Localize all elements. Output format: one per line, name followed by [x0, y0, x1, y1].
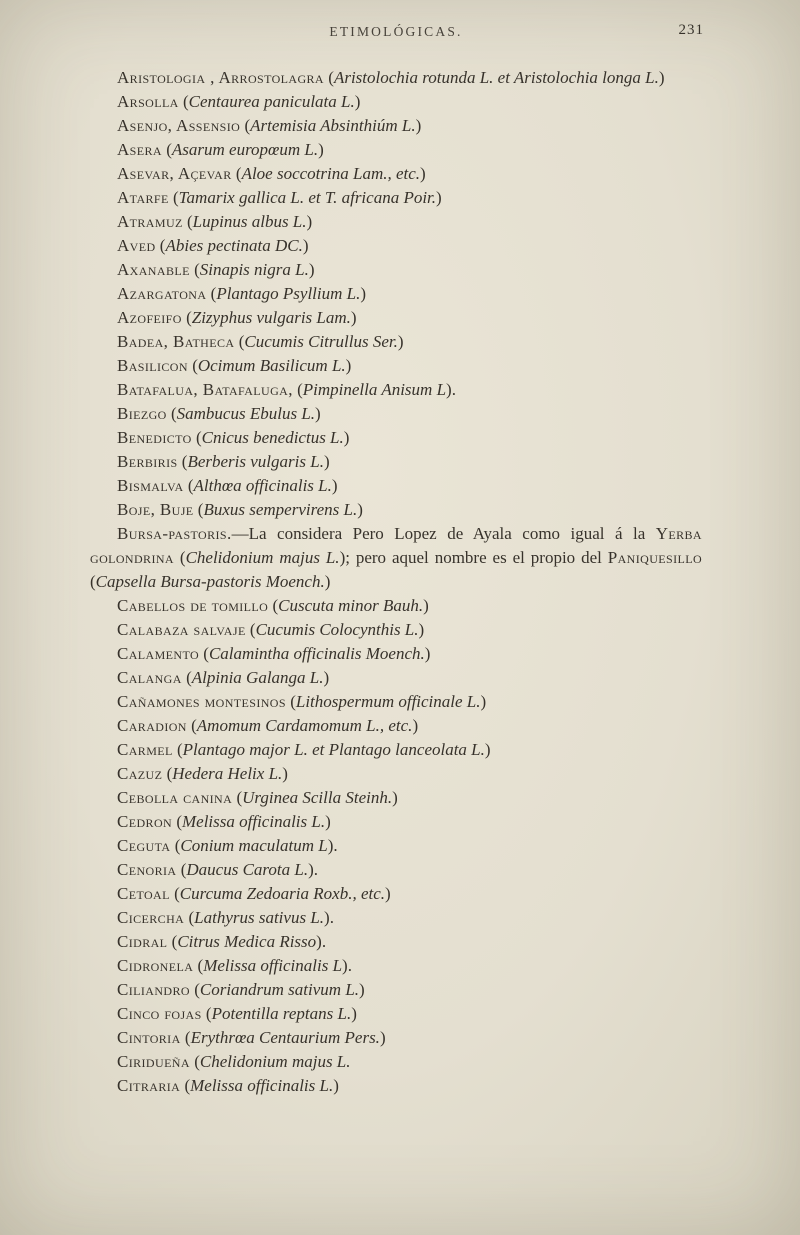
dictionary-entry [90, 594, 702, 618]
entry-text: ( [181, 668, 192, 687]
entry-text: ( [232, 788, 243, 807]
dictionary-entry [90, 162, 702, 186]
dictionary-entry [90, 762, 702, 786]
entry-text: ) [436, 188, 442, 207]
entry-term: Asenjo, Assensio [117, 116, 241, 135]
entry-text: ) [360, 284, 367, 303]
dictionary-entry [90, 1026, 702, 1050]
entry-text: ( [240, 116, 251, 135]
dictionary-entry [90, 114, 702, 138]
entry-text: ) [308, 260, 315, 279]
entry-text: ) [333, 1076, 339, 1095]
entry-text: ( [184, 908, 195, 927]
entry-text: ) [350, 308, 357, 327]
entry-term: Atarfe [117, 188, 169, 207]
entry-latin-name: Potentilla reptans L. [211, 1004, 352, 1023]
entry-latin-name: Alpinia Galanga L. [191, 668, 324, 687]
entry-text: ( [189, 1052, 200, 1071]
entry-latin-name: Cucumis Citrullus Ser. [244, 332, 398, 351]
entry-text: ). [324, 908, 334, 927]
entry-text: ( [201, 1004, 212, 1023]
entry-latin-name: Althœa officinalis L. [193, 476, 332, 495]
dictionary-entry [90, 330, 702, 354]
entry-term: Caradion [117, 716, 187, 735]
entry-term: Calanga [117, 668, 182, 687]
entry-text: ( [169, 884, 180, 903]
entry-latin-name: Calamintha officinalis Moench. [208, 644, 425, 663]
entry-text: ( [170, 836, 181, 855]
entry-latin-name: Aristolochia rotunda L. et Aristolochia longa L. [333, 68, 659, 87]
entry-text: ( [176, 860, 187, 879]
entry-text: ). [308, 860, 319, 879]
entry-text: ) [397, 332, 404, 351]
entry-text: ) [351, 1004, 357, 1023]
entry-text: ( [180, 1028, 191, 1047]
entry-term: Calabaza salvaje [117, 620, 246, 639]
entry-text: ( [172, 812, 182, 831]
entry-latin-name: Erythrœa Centaurium Pers. [190, 1028, 380, 1047]
entry-text: ) [282, 764, 288, 783]
dictionary-entry [90, 690, 702, 714]
entry-text: ) [345, 356, 352, 375]
entry-term: Cinco fojas [117, 1004, 202, 1023]
page-number: 231 [678, 22, 704, 38]
dictionary-entry [90, 282, 702, 306]
entry-text: ) [379, 1028, 386, 1047]
entry-text: ) [357, 500, 363, 519]
entry-latin-name: Tamarix gallica L. et T. africana Poir. [178, 188, 437, 207]
entry-latin-name: Asarum europœum L. [171, 140, 319, 159]
entry-term: Ciliandro [117, 980, 190, 999]
entry-latin-name: Curcuma Zedoaria Roxb., etc. [179, 884, 386, 903]
dictionary-entry [90, 402, 702, 426]
dictionary-entry [90, 906, 702, 930]
entry-text: ) [325, 812, 331, 831]
entry-term: Cañamones montesinos [117, 692, 286, 711]
entry-text: ( [231, 164, 242, 183]
dictionary-entry [90, 258, 702, 282]
entry-term: Boje, Buje [117, 500, 194, 519]
entry-text: ( [193, 500, 204, 519]
entry-term: Axanable [117, 260, 190, 279]
entry-term: Cicercha [117, 908, 185, 927]
entry-term: Cedron [117, 812, 173, 831]
entry-latin-name: Ocimum Basilicum L. [197, 356, 346, 375]
dictionary-entry [90, 786, 702, 810]
entry-text: ( [90, 572, 96, 591]
entry-term: Arsolla [117, 92, 179, 111]
entry-text: ( [177, 452, 188, 471]
dictionary-entry [90, 186, 702, 210]
entry-term: Azargatona [117, 284, 207, 303]
entry-text: ( [285, 692, 296, 711]
dictionary-entry [90, 1050, 702, 1074]
entry-text: ( [268, 596, 279, 615]
entry-text: ( [199, 644, 209, 663]
entry-text: ) [354, 92, 361, 111]
entry-text: ) [420, 164, 426, 183]
entry-text: ) [484, 740, 491, 759]
entry-latin-name: Cnicus benedictus L. [201, 428, 344, 447]
entry-latin-name: Pimpinella Anisum L [302, 380, 447, 399]
dictionary-entry [90, 354, 702, 378]
dictionary-entry [90, 834, 702, 858]
dictionary-entry [90, 234, 702, 258]
dictionary-entry [90, 618, 702, 642]
entry-latin-name: Zizyphus vulgaris Lam. [191, 308, 351, 327]
entry-text: ( [206, 284, 217, 303]
entry-text: ( [180, 1076, 191, 1095]
entry-latin-name: Urginea Scilla Steinh. [242, 788, 393, 807]
dictionary-entry [90, 858, 702, 882]
dictionary-entry [90, 474, 702, 498]
entry-latin-name: Lathyrus sativus L. [194, 908, 325, 927]
entry-term: Paniquesillo [607, 548, 703, 567]
entry-text: ( [245, 620, 256, 639]
entry-term: Azofeifo [117, 308, 182, 327]
entry-term: Cidral [117, 932, 168, 951]
entry-text: ) [306, 212, 313, 231]
dictionary-entry [90, 714, 702, 738]
entry-text: —La considera Pero Lopez de Ayala como igual á la [231, 524, 656, 543]
entry-text: ) [318, 140, 324, 159]
entry-term: Carmel [117, 740, 173, 759]
entry-term: Ciridueña [117, 1052, 190, 1071]
entry-text: ( [166, 404, 177, 423]
entry-text: ( [168, 188, 179, 207]
entry-latin-name: Melissa officinalis L. [182, 812, 326, 831]
entry-text: ( [187, 356, 198, 375]
dictionary-entry [90, 138, 702, 162]
dictionary-entry [90, 882, 702, 906]
entry-term: Atramuz [117, 212, 183, 231]
dictionary-entry [90, 642, 702, 666]
dictionary-entry [90, 738, 702, 762]
entry-text: ) [331, 476, 338, 495]
entry-text: ( [181, 308, 192, 327]
entry-term: Asevar, Açevar [117, 164, 232, 183]
entry-text: ( [193, 956, 204, 975]
entry-latin-name: Sambucus Ebulus L. [176, 404, 316, 423]
entry-latin-name: Melissa officinalis L. [190, 1076, 334, 1095]
dictionary-entry [90, 306, 702, 330]
entry-text: ) [423, 596, 429, 615]
entry-latin-name: Capsella Bursa-pastoris Moench. [95, 572, 325, 591]
entry-text: ( [189, 260, 200, 279]
entry-text: ( [234, 332, 245, 351]
entry-term: Berbiris [117, 452, 178, 471]
entry-text: ( [167, 932, 178, 951]
entry-text: ) [424, 644, 431, 663]
entry-text: ) [302, 236, 309, 255]
entry-term: Benedicto [117, 428, 192, 447]
entry-latin-name: Plantago Psyllium L. [216, 284, 361, 303]
entry-latin-name: Plantago major L. et Plantago lanceolata L. [182, 740, 485, 759]
entry-text: ( [155, 236, 166, 255]
dictionary-entry [90, 498, 702, 522]
entry-text: ). [342, 956, 352, 975]
entry-text: ( [324, 68, 334, 87]
dictionary-entry [90, 1002, 702, 1026]
entry-term: Cetoal [117, 884, 170, 903]
dictionary-entry [90, 666, 702, 690]
entry-text: ) [323, 452, 330, 471]
entry-latin-name: Buxus sempervirens L. [203, 500, 358, 519]
entry-latin-name: Centaurea paniculata L. [188, 92, 355, 111]
entry-latin-name: Coriandrum sativum L. [199, 980, 360, 999]
entry-latin-name: Artemisia Absinthiúm L. [250, 116, 416, 135]
entry-latin-name: Lithospermum officinale L. [295, 692, 481, 711]
entry-term: Citraria [117, 1076, 181, 1095]
entry-term: Cenoria [117, 860, 177, 879]
entry-text: ) [343, 428, 350, 447]
entry-term: Bursa-pastoris. [117, 524, 232, 543]
entry-latin-name: Hedera Helix L. [172, 764, 283, 783]
dictionary-entry [90, 930, 702, 954]
entry-latin-name: Melissa officinalis L [203, 956, 343, 975]
entry-text: ). [316, 932, 327, 951]
entry-latin-name: Berberis vulgaris L. [187, 452, 324, 471]
running-title: ETIMOLÓGICAS. [329, 24, 463, 39]
entry-text: ) [480, 692, 487, 711]
entry-text: ) [658, 68, 665, 87]
entry-text: ). [446, 380, 456, 399]
entry-text: ( [189, 980, 200, 999]
dictionary-entry [90, 522, 702, 594]
entry-term: Biezgo [117, 404, 167, 423]
entry-latin-name: Amomum Cardamomum L., etc. [196, 716, 413, 735]
entry-latin-name: Aloe soccotrina Lam., etc. [241, 164, 421, 183]
dictionary-entry [90, 426, 702, 450]
entry-term: Ceguta [117, 836, 171, 855]
entry-text: ( [174, 548, 186, 567]
entry-term: Asera [117, 140, 162, 159]
entry-text: ); pero aquel nombre es el propio del [339, 548, 608, 567]
entry-text: ) [418, 620, 425, 639]
entry-latin-name: Chelidonium majus L. [199, 1052, 351, 1071]
entry-term: Calamento [117, 644, 200, 663]
entry-text: ) [315, 404, 321, 423]
entry-text: ) [324, 572, 331, 591]
dictionary-entry [90, 810, 702, 834]
entry-text: ) [392, 788, 398, 807]
entry-latin-name: Cuscuta minor Bauh. [278, 596, 424, 615]
entry-text: ). [327, 836, 338, 855]
entry-text: ( [161, 140, 172, 159]
entry-text: ) [323, 668, 330, 687]
entry-term: Cabellos de tomillo [117, 596, 269, 615]
entry-text: ( [182, 212, 193, 231]
dictionary-entry [90, 450, 702, 474]
entry-term: Cintoria [117, 1028, 181, 1047]
dictionary-entry [90, 90, 702, 114]
dictionary-entry [90, 1074, 702, 1098]
entry-latin-name: Citrus Medica Risso [177, 932, 317, 951]
entry-term: Basilicon [117, 356, 188, 375]
dictionary-entry [90, 210, 702, 234]
entry-text: ) [415, 116, 422, 135]
entry-latin-name: Lupinus albus L. [192, 212, 307, 231]
page-header [90, 22, 702, 44]
dictionary-entry [90, 954, 702, 978]
entry-latin-name: Conium maculatum L [180, 836, 328, 855]
entry-text: ( [172, 740, 183, 759]
entry-latin-name: Chelidonium majus L. [185, 548, 340, 567]
entry-term: Bismalva [117, 476, 184, 495]
dictionary-entry [90, 66, 702, 90]
entry-text: ( [186, 716, 197, 735]
entry-term: Cidronela [117, 956, 194, 975]
entry-latin-name: Cucumis Colocynthis L. [255, 620, 419, 639]
entry-term: Cazuz [117, 764, 163, 783]
entry-term: Aved [117, 236, 156, 255]
dictionary-entry [90, 378, 702, 402]
entry-text: ( [191, 428, 202, 447]
entry-term: Aristologia , Arrostolagra [117, 68, 325, 87]
entry-text: ( [178, 92, 189, 111]
entry-text: ) [359, 980, 365, 999]
entry-term: Batafalua, Batafaluga, [117, 380, 293, 399]
entry-term: Badea, Batheca [117, 332, 235, 351]
entry-term: Cebolla canina [117, 788, 233, 807]
entry-term: Yerba golondrina [90, 524, 702, 567]
entries-list [90, 66, 702, 1098]
entry-text: ( [183, 476, 194, 495]
entry-text: ( [162, 764, 173, 783]
entry-latin-name: Abies pectinata DC. [165, 236, 303, 255]
entry-latin-name: Daucus Carota L. [186, 860, 309, 879]
entry-latin-name: Sinapis nigra L. [199, 260, 309, 279]
entry-text: ( [292, 380, 303, 399]
entry-text: ) [412, 716, 419, 735]
entry-text: ) [385, 884, 391, 903]
dictionary-entry [90, 978, 702, 1002]
